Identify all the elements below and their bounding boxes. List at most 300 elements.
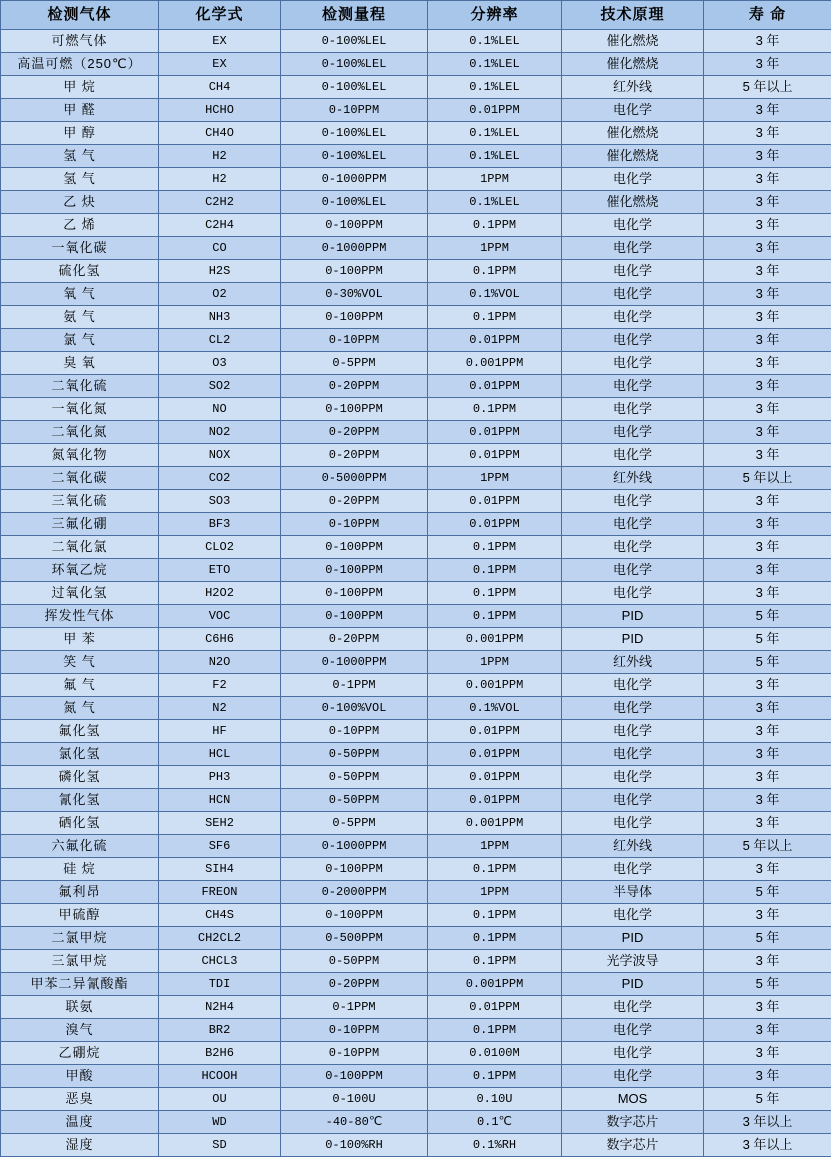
cell-range: 0-10PPM	[281, 1019, 428, 1042]
cell-resolution: 0.001PPM	[428, 628, 562, 651]
cell-principle: MOS	[562, 1088, 704, 1111]
cell-range: 0-10PPM	[281, 329, 428, 352]
cell-resolution: 0.1PPM	[428, 582, 562, 605]
cell-principle: 电化学	[562, 1065, 704, 1088]
cell-principle: PID	[562, 605, 704, 628]
cell-principle: 红外线	[562, 76, 704, 99]
table-row	[1, 283, 831, 306]
cell-formula: H2S	[159, 260, 281, 283]
cell-formula: SO3	[159, 490, 281, 513]
cell-lifetime: 3 年	[704, 398, 831, 421]
cell-principle: 电化学	[562, 1042, 704, 1065]
cell-lifetime: 3 年	[704, 513, 831, 536]
cell-gas-name: 可燃气体	[1, 30, 159, 53]
cell-gas-name: 氮氧化物	[1, 444, 159, 467]
cell-resolution: 1PPM	[428, 651, 562, 674]
cell-gas-name: 温度	[1, 1111, 159, 1134]
cell-gas-name: 乙 炔	[1, 191, 159, 214]
cell-formula: O3	[159, 352, 281, 375]
cell-resolution: 0.1%VOL	[428, 283, 562, 306]
cell-range: 0-50PPM	[281, 789, 428, 812]
cell-principle: 催化燃烧	[562, 122, 704, 145]
table-row	[1, 145, 831, 168]
cell-range: 0-20PPM	[281, 444, 428, 467]
cell-formula: FREON	[159, 881, 281, 904]
cell-gas-name: 氧 气	[1, 283, 159, 306]
cell-resolution: 0.001PPM	[428, 812, 562, 835]
cell-lifetime: 5 年	[704, 628, 831, 651]
cell-formula: H2O2	[159, 582, 281, 605]
table-row	[1, 467, 831, 490]
cell-resolution: 0.1%LEL	[428, 76, 562, 99]
table-header	[1, 1, 831, 30]
cell-lifetime: 3 年	[704, 582, 831, 605]
cell-resolution: 0.1PPM	[428, 214, 562, 237]
cell-resolution: 0.1PPM	[428, 605, 562, 628]
cell-resolution: 0.1PPM	[428, 536, 562, 559]
cell-principle: 电化学	[562, 858, 704, 881]
cell-range: 0-10PPM	[281, 513, 428, 536]
cell-gas-name: 过氧化氢	[1, 582, 159, 605]
cell-lifetime: 3 年	[704, 1019, 831, 1042]
cell-principle: 电化学	[562, 812, 704, 835]
table-row	[1, 789, 831, 812]
cell-gas-name: 氟 气	[1, 674, 159, 697]
cell-formula: HF	[159, 720, 281, 743]
cell-range: 0-100PPM	[281, 536, 428, 559]
table-row	[1, 260, 831, 283]
cell-resolution: 1PPM	[428, 835, 562, 858]
cell-formula: EX	[159, 53, 281, 76]
cell-lifetime: 3 年	[704, 743, 831, 766]
cell-principle: 电化学	[562, 559, 704, 582]
cell-lifetime: 3 年	[704, 1065, 831, 1088]
cell-lifetime: 3 年	[704, 306, 831, 329]
cell-range: 0-100PPM	[281, 559, 428, 582]
cell-formula: HCN	[159, 789, 281, 812]
table-row	[1, 720, 831, 743]
cell-resolution: 0.1PPM	[428, 858, 562, 881]
cell-lifetime: 5 年	[704, 881, 831, 904]
cell-gas-name: 三氟化硼	[1, 513, 159, 536]
cell-gas-name: 硅 烷	[1, 858, 159, 881]
cell-lifetime: 5 年	[704, 1088, 831, 1111]
cell-resolution: 0.1%VOL	[428, 697, 562, 720]
cell-gas-name: 乙 烯	[1, 214, 159, 237]
cell-principle: 数字芯片	[562, 1134, 704, 1157]
cell-lifetime: 3 年	[704, 996, 831, 1019]
cell-range: 0-1000PPM	[281, 651, 428, 674]
cell-principle: 电化学	[562, 329, 704, 352]
cell-range: 0-100U	[281, 1088, 428, 1111]
cell-gas-name: 联氨	[1, 996, 159, 1019]
cell-lifetime: 5 年	[704, 927, 831, 950]
cell-formula: HCL	[159, 743, 281, 766]
cell-resolution: 0.01PPM	[428, 444, 562, 467]
cell-resolution: 0.0100M	[428, 1042, 562, 1065]
cell-resolution: 0.1PPM	[428, 260, 562, 283]
cell-principle: PID	[562, 927, 704, 950]
cell-principle: 催化燃烧	[562, 30, 704, 53]
cell-range: 0-1000PPM	[281, 835, 428, 858]
cell-gas-name: 高温可燃（250℃）	[1, 53, 159, 76]
cell-resolution: 1PPM	[428, 467, 562, 490]
cell-range: 0-5000PPM	[281, 467, 428, 490]
cell-formula: WD	[159, 1111, 281, 1134]
cell-principle: 电化学	[562, 306, 704, 329]
table-row	[1, 76, 831, 99]
cell-resolution: 0.01PPM	[428, 996, 562, 1019]
cell-gas-name: 挥发性气体	[1, 605, 159, 628]
cell-principle: 电化学	[562, 168, 704, 191]
cell-principle: 红外线	[562, 651, 704, 674]
cell-lifetime: 3 年	[704, 122, 831, 145]
table-body	[1, 30, 831, 1157]
table-row	[1, 352, 831, 375]
cell-formula: CH4S	[159, 904, 281, 927]
cell-gas-name: 一氧化碳	[1, 237, 159, 260]
cell-resolution: 0.1PPM	[428, 306, 562, 329]
cell-formula: F2	[159, 674, 281, 697]
cell-lifetime: 3 年	[704, 789, 831, 812]
cell-lifetime: 3 年	[704, 375, 831, 398]
cell-lifetime: 3 年	[704, 168, 831, 191]
cell-principle: 电化学	[562, 697, 704, 720]
cell-formula: SO2	[159, 375, 281, 398]
cell-range: 0-50PPM	[281, 743, 428, 766]
cell-resolution: 1PPM	[428, 237, 562, 260]
cell-principle: 光学波导	[562, 950, 704, 973]
cell-principle: 红外线	[562, 835, 704, 858]
cell-lifetime: 3 年	[704, 674, 831, 697]
cell-range: 0-50PPM	[281, 950, 428, 973]
cell-formula: CO2	[159, 467, 281, 490]
cell-resolution: 0.01PPM	[428, 329, 562, 352]
cell-principle: PID	[562, 628, 704, 651]
cell-formula: SIH4	[159, 858, 281, 881]
cell-lifetime: 3 年	[704, 237, 831, 260]
cell-gas-name: 氰化氢	[1, 789, 159, 812]
cell-resolution: 0.10U	[428, 1088, 562, 1111]
cell-gas-name: 氢 气	[1, 168, 159, 191]
cell-gas-name: 氟化氢	[1, 720, 159, 743]
cell-lifetime: 3 年	[704, 99, 831, 122]
cell-gas-name: 六氟化硫	[1, 835, 159, 858]
cell-principle: 电化学	[562, 237, 704, 260]
table-row	[1, 329, 831, 352]
table-row	[1, 812, 831, 835]
cell-lifetime: 3 年	[704, 812, 831, 835]
table-row	[1, 168, 831, 191]
cell-range: 0-1000PPM	[281, 168, 428, 191]
cell-principle: 电化学	[562, 490, 704, 513]
cell-resolution: 0.1PPM	[428, 950, 562, 973]
cell-principle: 电化学	[562, 352, 704, 375]
cell-range: 0-100PPM	[281, 605, 428, 628]
cell-lifetime: 3 年	[704, 490, 831, 513]
table-row	[1, 582, 831, 605]
cell-range: 0-10PPM	[281, 720, 428, 743]
cell-principle: 电化学	[562, 421, 704, 444]
table-row	[1, 306, 831, 329]
table-row	[1, 53, 831, 76]
cell-gas-name: 二氧化氮	[1, 421, 159, 444]
cell-range: 0-100%LEL	[281, 76, 428, 99]
table-row	[1, 1042, 831, 1065]
table-header-row	[1, 1, 831, 30]
cell-formula: BF3	[159, 513, 281, 536]
cell-gas-name: 甲 苯	[1, 628, 159, 651]
cell-gas-name: 甲苯二异氰酸酯	[1, 973, 159, 996]
cell-principle: 红外线	[562, 467, 704, 490]
table-row	[1, 421, 831, 444]
cell-range: 0-5PPM	[281, 352, 428, 375]
table-row	[1, 1088, 831, 1111]
cell-resolution: 0.1PPM	[428, 927, 562, 950]
cell-resolution: 0.1℃	[428, 1111, 562, 1134]
cell-formula: EX	[159, 30, 281, 53]
cell-formula: SD	[159, 1134, 281, 1157]
cell-lifetime: 5 年以上	[704, 835, 831, 858]
cell-gas-name: 二氧化硫	[1, 375, 159, 398]
table-row	[1, 996, 831, 1019]
table-row	[1, 536, 831, 559]
cell-range: 0-1000PPM	[281, 237, 428, 260]
cell-formula: NO2	[159, 421, 281, 444]
table-row	[1, 30, 831, 53]
table-row	[1, 1111, 831, 1134]
cell-range: 0-100%VOL	[281, 697, 428, 720]
cell-range: 0-20PPM	[281, 973, 428, 996]
cell-formula: SEH2	[159, 812, 281, 835]
table-row	[1, 1134, 831, 1157]
cell-lifetime: 3 年	[704, 444, 831, 467]
table-row	[1, 651, 831, 674]
cell-lifetime: 3 年	[704, 559, 831, 582]
cell-principle: 催化燃烧	[562, 53, 704, 76]
table-row	[1, 444, 831, 467]
column-header-lifetime: 寿 命	[704, 1, 831, 30]
cell-formula: CH4	[159, 76, 281, 99]
cell-resolution: 0.01PPM	[428, 743, 562, 766]
cell-gas-name: 甲 醛	[1, 99, 159, 122]
cell-resolution: 0.1%RH	[428, 1134, 562, 1157]
cell-formula: CH4O	[159, 122, 281, 145]
cell-resolution: 0.1%LEL	[428, 53, 562, 76]
cell-lifetime: 3 年	[704, 260, 831, 283]
cell-resolution: 0.1%LEL	[428, 122, 562, 145]
cell-principle: 电化学	[562, 513, 704, 536]
table-row	[1, 214, 831, 237]
cell-range: 0-100PPM	[281, 858, 428, 881]
table-row	[1, 766, 831, 789]
cell-principle: PID	[562, 973, 704, 996]
cell-principle: 电化学	[562, 214, 704, 237]
column-header-resolution: 分辨率	[428, 1, 562, 30]
cell-range: 0-5PPM	[281, 812, 428, 835]
cell-range: 0-1PPM	[281, 996, 428, 1019]
cell-gas-name: 恶臭	[1, 1088, 159, 1111]
cell-lifetime: 3 年	[704, 53, 831, 76]
cell-gas-name: 三氯甲烷	[1, 950, 159, 973]
cell-lifetime: 5 年	[704, 605, 831, 628]
cell-formula: C6H6	[159, 628, 281, 651]
table-row	[1, 835, 831, 858]
table-row	[1, 927, 831, 950]
cell-range: 0-100%LEL	[281, 53, 428, 76]
table-row	[1, 122, 831, 145]
cell-range: 0-100%RH	[281, 1134, 428, 1157]
table-row	[1, 99, 831, 122]
table-row	[1, 605, 831, 628]
cell-lifetime: 3 年	[704, 421, 831, 444]
cell-formula: NOX	[159, 444, 281, 467]
cell-formula: N2H4	[159, 996, 281, 1019]
cell-resolution: 0.1PPM	[428, 559, 562, 582]
cell-resolution: 0.1PPM	[428, 398, 562, 421]
cell-lifetime: 3 年	[704, 214, 831, 237]
cell-lifetime: 3 年以上	[704, 1111, 831, 1134]
cell-range: 0-100%LEL	[281, 191, 428, 214]
cell-formula: CL2	[159, 329, 281, 352]
cell-lifetime: 3 年	[704, 720, 831, 743]
cell-gas-name: 氮 气	[1, 697, 159, 720]
table-row	[1, 973, 831, 996]
cell-lifetime: 3 年	[704, 352, 831, 375]
cell-lifetime: 5 年	[704, 973, 831, 996]
cell-lifetime: 3 年	[704, 283, 831, 306]
table-row	[1, 490, 831, 513]
cell-lifetime: 3 年	[704, 145, 831, 168]
cell-range: 0-100%LEL	[281, 145, 428, 168]
cell-principle: 电化学	[562, 375, 704, 398]
cell-lifetime: 3 年	[704, 950, 831, 973]
cell-lifetime: 3 年	[704, 536, 831, 559]
cell-formula: BR2	[159, 1019, 281, 1042]
cell-principle: 电化学	[562, 743, 704, 766]
cell-formula: C2H4	[159, 214, 281, 237]
cell-range: 0-100PPM	[281, 260, 428, 283]
cell-principle: 电化学	[562, 996, 704, 1019]
cell-lifetime: 3 年以上	[704, 1134, 831, 1157]
column-header-gas: 检测气体	[1, 1, 159, 30]
cell-formula: B2H6	[159, 1042, 281, 1065]
cell-resolution: 0.01PPM	[428, 490, 562, 513]
cell-principle: 电化学	[562, 720, 704, 743]
cell-lifetime: 5 年以上	[704, 76, 831, 99]
cell-principle: 电化学	[562, 398, 704, 421]
cell-formula: N2	[159, 697, 281, 720]
cell-principle: 电化学	[562, 1019, 704, 1042]
table-row	[1, 398, 831, 421]
cell-resolution: 0.01PPM	[428, 375, 562, 398]
cell-lifetime: 3 年	[704, 30, 831, 53]
cell-principle: 电化学	[562, 904, 704, 927]
cell-formula: NH3	[159, 306, 281, 329]
cell-formula: TDI	[159, 973, 281, 996]
cell-principle: 电化学	[562, 260, 704, 283]
cell-gas-name: 甲 醇	[1, 122, 159, 145]
cell-resolution: 0.1PPM	[428, 1019, 562, 1042]
cell-resolution: 0.001PPM	[428, 973, 562, 996]
column-header-formula: 化学式	[159, 1, 281, 30]
cell-resolution: 0.1%LEL	[428, 30, 562, 53]
cell-formula: CO	[159, 237, 281, 260]
cell-gas-name: 湿度	[1, 1134, 159, 1157]
cell-gas-name: 溴气	[1, 1019, 159, 1042]
cell-range: 0-100%LEL	[281, 30, 428, 53]
cell-range: 0-100PPM	[281, 214, 428, 237]
cell-gas-name: 硫化氢	[1, 260, 159, 283]
cell-resolution: 0.1%LEL	[428, 145, 562, 168]
cell-range: 0-2000PPM	[281, 881, 428, 904]
cell-range: 0-10PPM	[281, 99, 428, 122]
cell-range: 0-20PPM	[281, 375, 428, 398]
cell-resolution: 0.01PPM	[428, 720, 562, 743]
cell-gas-name: 臭 氧	[1, 352, 159, 375]
cell-gas-name: 二氯甲烷	[1, 927, 159, 950]
cell-lifetime: 3 年	[704, 766, 831, 789]
cell-range: 0-100PPM	[281, 582, 428, 605]
cell-range: 0-100PPM	[281, 306, 428, 329]
cell-principle: 数字芯片	[562, 1111, 704, 1134]
cell-formula: CHCL3	[159, 950, 281, 973]
cell-range: 0-100%LEL	[281, 122, 428, 145]
table-row	[1, 513, 831, 536]
cell-range: 0-30%VOL	[281, 283, 428, 306]
cell-range: 0-10PPM	[281, 1042, 428, 1065]
table-row	[1, 1019, 831, 1042]
cell-range: 0-500PPM	[281, 927, 428, 950]
cell-formula: HCOOH	[159, 1065, 281, 1088]
cell-gas-name: 氯化氢	[1, 743, 159, 766]
cell-range: 0-50PPM	[281, 766, 428, 789]
table-row	[1, 191, 831, 214]
cell-range: 0-100PPM	[281, 1065, 428, 1088]
cell-gas-name: 环氧乙烷	[1, 559, 159, 582]
cell-resolution: 0.01PPM	[428, 766, 562, 789]
cell-range: -40-80℃	[281, 1111, 428, 1134]
table-row	[1, 674, 831, 697]
cell-resolution: 0.01PPM	[428, 421, 562, 444]
cell-principle: 电化学	[562, 674, 704, 697]
cell-resolution: 0.001PPM	[428, 352, 562, 375]
cell-resolution: 0.01PPM	[428, 789, 562, 812]
table-row	[1, 904, 831, 927]
cell-gas-name: 氢 气	[1, 145, 159, 168]
cell-formula: N2O	[159, 651, 281, 674]
cell-range: 0-20PPM	[281, 628, 428, 651]
cell-formula: HCHO	[159, 99, 281, 122]
cell-lifetime: 3 年	[704, 904, 831, 927]
cell-resolution: 1PPM	[428, 881, 562, 904]
cell-gas-name: 二氧化碳	[1, 467, 159, 490]
cell-gas-name: 甲酸	[1, 1065, 159, 1088]
cell-gas-name: 笑 气	[1, 651, 159, 674]
cell-principle: 电化学	[562, 789, 704, 812]
cell-formula: PH3	[159, 766, 281, 789]
cell-formula: H2	[159, 168, 281, 191]
cell-formula: H2	[159, 145, 281, 168]
table-row	[1, 950, 831, 973]
column-header-principle: 技术原理	[562, 1, 704, 30]
cell-resolution: 0.1PPM	[428, 904, 562, 927]
cell-gas-name: 乙硼烷	[1, 1042, 159, 1065]
cell-resolution: 0.01PPM	[428, 513, 562, 536]
cell-lifetime: 3 年	[704, 697, 831, 720]
cell-resolution: 1PPM	[428, 168, 562, 191]
cell-gas-name: 氟利昂	[1, 881, 159, 904]
